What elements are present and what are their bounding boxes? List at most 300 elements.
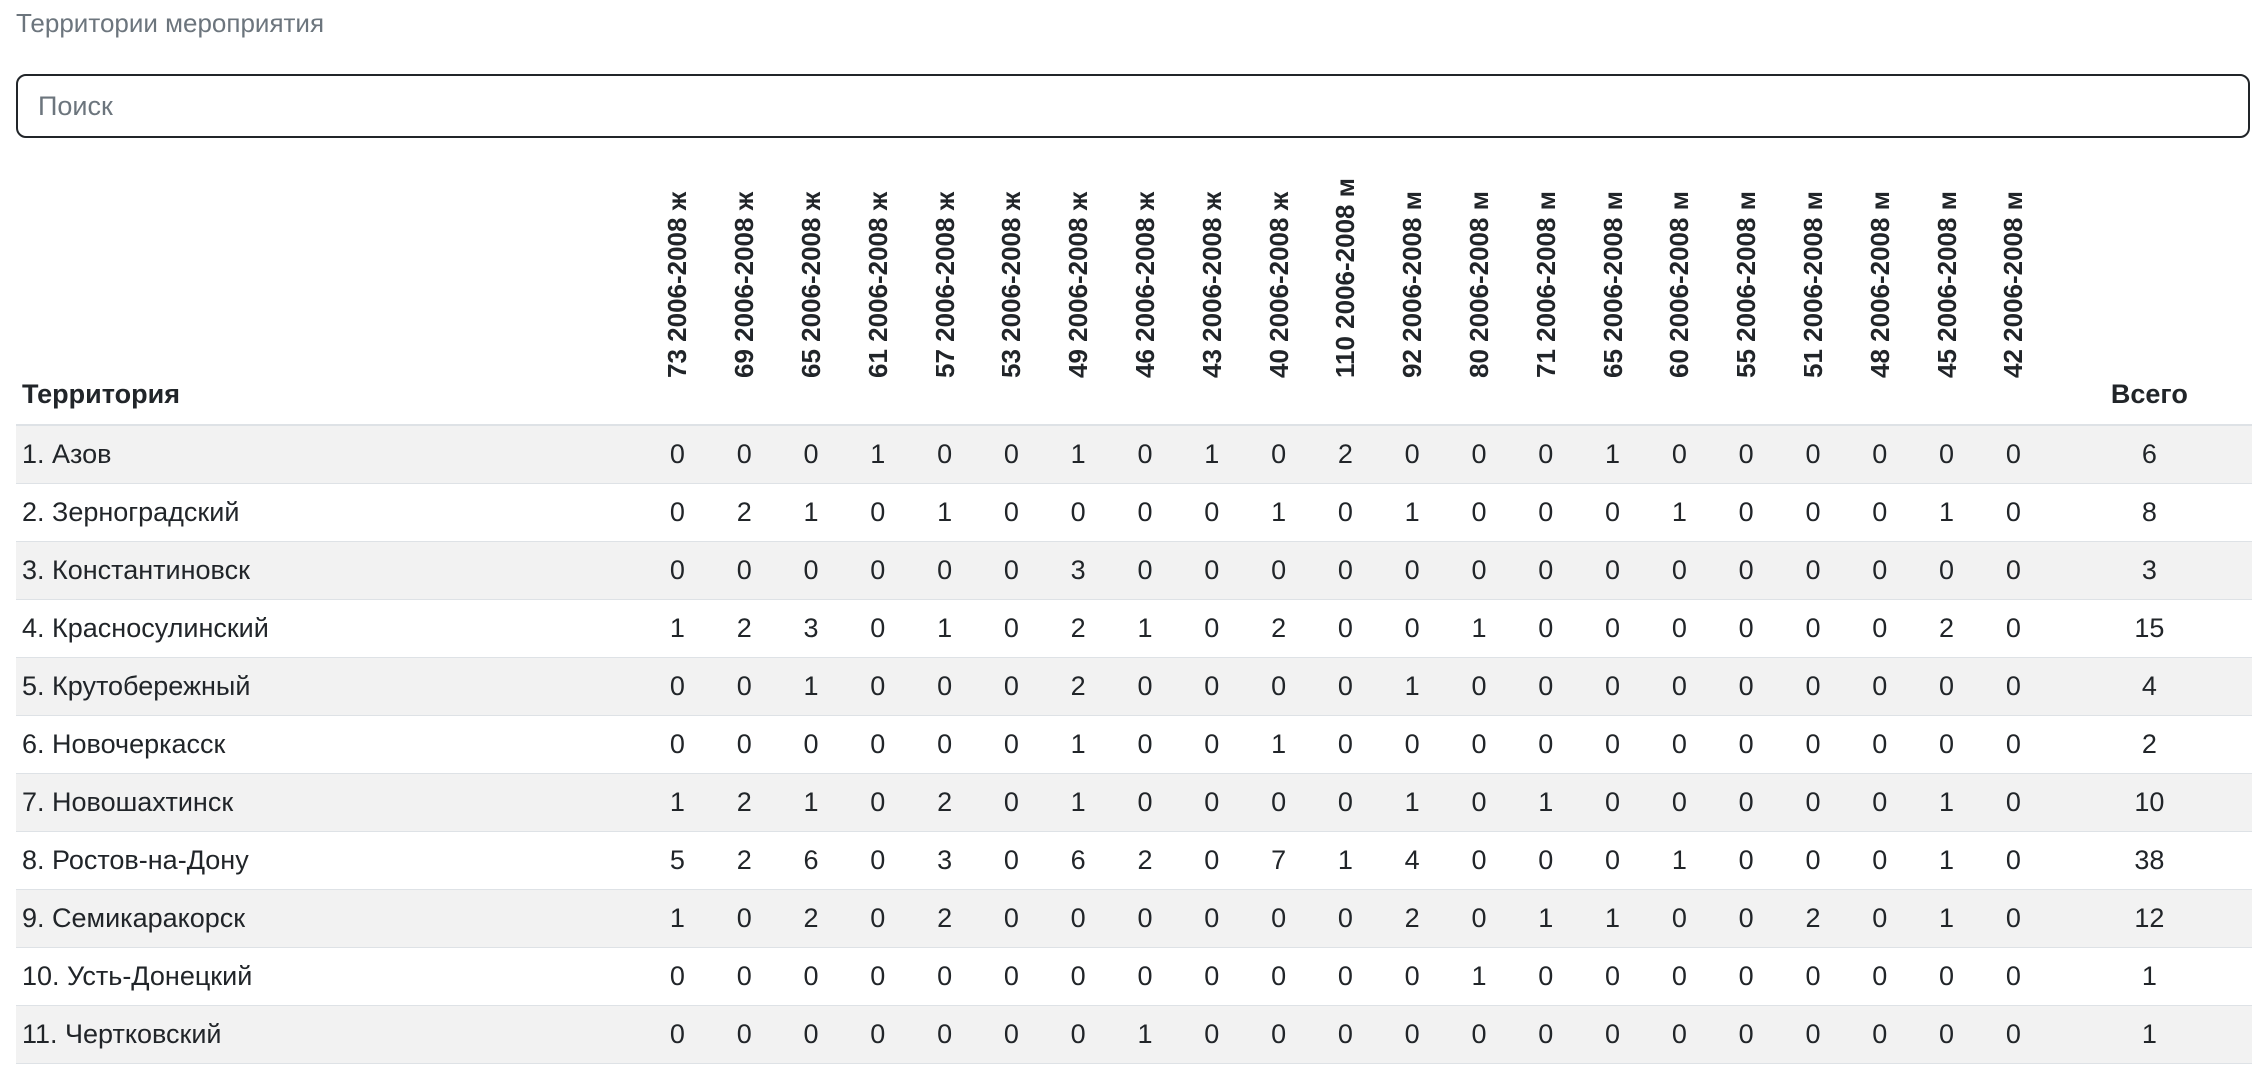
- count-cell: 0: [978, 599, 1045, 657]
- count-cell: 0: [778, 425, 845, 483]
- territory-name: 1. Азов: [16, 425, 644, 483]
- count-cell: 1: [1913, 831, 1980, 889]
- territory-name: 6. Новочеркасск: [16, 715, 644, 773]
- column-header[interactable]: [911, 148, 978, 425]
- count-cell: 0: [1178, 947, 1245, 1005]
- total-column-header[interactable]: Всего: [2047, 148, 2252, 425]
- column-header-label: 110 2006-2008 м: [1330, 178, 1361, 378]
- count-cell: 0: [1245, 657, 1312, 715]
- count-cell: 0: [1780, 831, 1847, 889]
- count-cell: 6: [778, 831, 845, 889]
- count-cell: 0: [1312, 1005, 1379, 1063]
- count-cell: 0: [1245, 889, 1312, 947]
- count-cell: 0: [1713, 425, 1780, 483]
- table-row: [16, 831, 2252, 889]
- count-cell: 0: [1646, 889, 1713, 947]
- count-cell: 0: [1846, 657, 1913, 715]
- count-cell: 0: [1312, 657, 1379, 715]
- count-cell: 0: [1913, 425, 1980, 483]
- count-cell: 0: [778, 541, 845, 599]
- count-cell: 0: [1178, 773, 1245, 831]
- total-cell: 1: [2047, 1005, 2252, 1063]
- column-header[interactable]: [1579, 148, 1646, 425]
- count-cell: 0: [644, 483, 711, 541]
- count-cell: 0: [1178, 715, 1245, 773]
- count-cell: 7: [1245, 831, 1312, 889]
- count-cell: 0: [1780, 657, 1847, 715]
- column-header[interactable]: [1980, 148, 2047, 425]
- count-cell: 1: [778, 483, 845, 541]
- count-cell: 0: [978, 1005, 1045, 1063]
- count-cell: 0: [1646, 657, 1713, 715]
- count-cell: 0: [1446, 541, 1513, 599]
- count-cell: 0: [644, 947, 711, 1005]
- column-header-label: 51 2006-2008 м: [1797, 191, 1828, 378]
- table-row: [16, 947, 2252, 1005]
- count-cell: 2: [1245, 599, 1312, 657]
- column-header-label: 61 2006-2008 ж: [862, 191, 893, 378]
- count-cell: 0: [1312, 889, 1379, 947]
- count-cell: 0: [1446, 831, 1513, 889]
- count-cell: 0: [711, 889, 778, 947]
- count-cell: 0: [1646, 599, 1713, 657]
- column-header[interactable]: [1112, 148, 1179, 425]
- count-cell: 0: [1245, 773, 1312, 831]
- count-cell: 0: [711, 715, 778, 773]
- column-header[interactable]: [778, 148, 845, 425]
- column-header[interactable]: [711, 148, 778, 425]
- count-cell: 2: [1112, 831, 1179, 889]
- count-cell: 1: [844, 425, 911, 483]
- count-cell: 1: [778, 657, 845, 715]
- count-cell: 1: [1913, 483, 1980, 541]
- count-cell: 0: [1980, 715, 2047, 773]
- column-header[interactable]: [1312, 148, 1379, 425]
- count-cell: 1: [1512, 773, 1579, 831]
- total-cell: 1: [2047, 947, 2252, 1005]
- column-header-label: 53 2006-2008 ж: [996, 191, 1027, 378]
- count-cell: 0: [1780, 1005, 1847, 1063]
- count-cell: 0: [1780, 599, 1847, 657]
- count-cell: 0: [1379, 541, 1446, 599]
- count-cell: 0: [1846, 947, 1913, 1005]
- count-cell: 0: [1512, 425, 1579, 483]
- count-cell: 0: [1579, 541, 1646, 599]
- count-cell: 0: [978, 541, 1045, 599]
- section-title: Территории мероприятия: [16, 8, 325, 38]
- count-cell: 0: [711, 657, 778, 715]
- territory-name: 11. Чертковский: [16, 1005, 644, 1063]
- count-cell: 0: [1446, 773, 1513, 831]
- count-cell: 0: [1112, 773, 1179, 831]
- count-cell: 1: [1379, 773, 1446, 831]
- column-header-label: 71 2006-2008 м: [1530, 191, 1561, 378]
- count-cell: 0: [1846, 773, 1913, 831]
- territory-name: 9. Семикаракорск: [16, 889, 644, 947]
- count-cell: 0: [1980, 831, 2047, 889]
- count-cell: 0: [711, 1005, 778, 1063]
- table-row: [16, 599, 2252, 657]
- count-cell: 0: [1980, 541, 2047, 599]
- count-cell: 0: [644, 425, 711, 483]
- count-cell: 1: [1446, 947, 1513, 1005]
- count-cell: 0: [978, 947, 1045, 1005]
- count-cell: 0: [1646, 1005, 1713, 1063]
- count-cell: 0: [1713, 889, 1780, 947]
- count-cell: 0: [844, 715, 911, 773]
- count-cell: 0: [1646, 715, 1713, 773]
- column-header[interactable]: [978, 148, 1045, 425]
- count-cell: 0: [844, 773, 911, 831]
- count-cell: 1: [644, 889, 711, 947]
- count-cell: 0: [1178, 599, 1245, 657]
- count-cell: 0: [1980, 599, 2047, 657]
- count-cell: 1: [1245, 715, 1312, 773]
- count-cell: 0: [1780, 715, 1847, 773]
- column-header[interactable]: [1512, 148, 1579, 425]
- count-cell: 0: [978, 889, 1045, 947]
- total-cell: 2: [2047, 715, 2252, 773]
- count-cell: 0: [1579, 483, 1646, 541]
- count-cell: 0: [1913, 1005, 1980, 1063]
- table-row: [16, 889, 2252, 947]
- count-cell: 1: [1913, 773, 1980, 831]
- count-cell: 0: [844, 947, 911, 1005]
- count-cell: 0: [778, 947, 845, 1005]
- count-cell: 0: [1112, 483, 1179, 541]
- count-cell: 0: [1713, 599, 1780, 657]
- count-cell: 0: [1045, 947, 1112, 1005]
- count-cell: 0: [644, 715, 711, 773]
- count-cell: 1: [1379, 483, 1446, 541]
- count-cell: 0: [1312, 773, 1379, 831]
- count-cell: 0: [978, 715, 1045, 773]
- count-cell: 0: [911, 947, 978, 1005]
- count-cell: 0: [911, 715, 978, 773]
- territory-name: 2. Зерноградский: [16, 483, 644, 541]
- territory-name: 5. Крутобережный: [16, 657, 644, 715]
- column-header[interactable]: [1913, 148, 1980, 425]
- count-cell: 0: [1112, 425, 1179, 483]
- count-cell: 0: [1980, 947, 2047, 1005]
- count-cell: 0: [1446, 657, 1513, 715]
- count-cell: 0: [711, 425, 778, 483]
- count-cell: 0: [1913, 947, 1980, 1005]
- territory-name: 10. Усть-Донецкий: [16, 947, 644, 1005]
- table-row: [16, 1005, 2252, 1063]
- count-cell: 0: [1512, 541, 1579, 599]
- count-cell: 0: [1646, 773, 1713, 831]
- count-cell: 0: [1446, 715, 1513, 773]
- territory-name: 4. Красносулинский: [16, 599, 644, 657]
- count-cell: 0: [1980, 425, 2047, 483]
- count-cell: 1: [1579, 889, 1646, 947]
- count-cell: 0: [1512, 715, 1579, 773]
- count-cell: 1: [911, 599, 978, 657]
- count-cell: 0: [1846, 715, 1913, 773]
- count-cell: 0: [1512, 483, 1579, 541]
- count-cell: 0: [844, 599, 911, 657]
- column-header-label: 42 2006-2008 м: [1998, 191, 2029, 378]
- count-cell: 0: [1512, 1005, 1579, 1063]
- column-header-label: 73 2006-2008 ж: [662, 191, 693, 378]
- count-cell: 0: [1579, 1005, 1646, 1063]
- count-cell: 0: [1512, 831, 1579, 889]
- count-cell: 0: [644, 1005, 711, 1063]
- count-cell: 0: [1312, 599, 1379, 657]
- column-header-label: 40 2006-2008 ж: [1263, 191, 1294, 378]
- count-cell: 0: [1112, 657, 1179, 715]
- count-cell: 0: [1245, 1005, 1312, 1063]
- total-cell: 38: [2047, 831, 2252, 889]
- count-cell: 0: [1045, 483, 1112, 541]
- count-cell: 0: [1178, 889, 1245, 947]
- count-cell: 1: [1312, 831, 1379, 889]
- count-cell: 0: [778, 1005, 845, 1063]
- count-cell: 0: [1980, 657, 2047, 715]
- count-cell: 0: [644, 657, 711, 715]
- count-cell: 0: [1579, 657, 1646, 715]
- count-cell: 3: [778, 599, 845, 657]
- count-cell: 1: [1112, 1005, 1179, 1063]
- count-cell: 0: [1846, 889, 1913, 947]
- count-cell: 0: [844, 1005, 911, 1063]
- count-cell: 1: [1045, 715, 1112, 773]
- count-cell: 0: [1245, 425, 1312, 483]
- count-cell: 0: [1646, 947, 1713, 1005]
- count-cell: 0: [1579, 715, 1646, 773]
- count-cell: 5: [644, 831, 711, 889]
- count-cell: 2: [1780, 889, 1847, 947]
- total-cell: 15: [2047, 599, 2252, 657]
- count-cell: 0: [778, 715, 845, 773]
- count-cell: 0: [1713, 947, 1780, 1005]
- count-cell: 2: [1379, 889, 1446, 947]
- column-header-label: 65 2006-2008 м: [1597, 191, 1628, 378]
- count-cell: 1: [1045, 773, 1112, 831]
- territory-name: 8. Ростов-на-Дону: [16, 831, 644, 889]
- table-body: [16, 425, 2252, 1063]
- count-cell: 0: [844, 831, 911, 889]
- count-cell: 0: [1846, 1005, 1913, 1063]
- table-row: [16, 541, 2252, 599]
- table-row: [16, 483, 2252, 541]
- total-cell: 10: [2047, 773, 2252, 831]
- count-cell: 0: [1846, 599, 1913, 657]
- table-row: [16, 715, 2252, 773]
- count-cell: 0: [1713, 483, 1780, 541]
- count-cell: 0: [1780, 483, 1847, 541]
- count-cell: 0: [1178, 541, 1245, 599]
- count-cell: 0: [1780, 425, 1847, 483]
- count-cell: 1: [911, 483, 978, 541]
- count-cell: 0: [844, 483, 911, 541]
- count-cell: 1: [1579, 425, 1646, 483]
- count-cell: 0: [1913, 657, 1980, 715]
- count-cell: 0: [1512, 657, 1579, 715]
- count-cell: 0: [1045, 889, 1112, 947]
- count-cell: 0: [1846, 541, 1913, 599]
- count-cell: 0: [1379, 1005, 1446, 1063]
- count-cell: 0: [1379, 715, 1446, 773]
- count-cell: 0: [1245, 947, 1312, 1005]
- total-cell: 6: [2047, 425, 2252, 483]
- count-cell: 0: [1379, 947, 1446, 1005]
- count-cell: 0: [1312, 483, 1379, 541]
- count-cell: 0: [844, 541, 911, 599]
- count-cell: 3: [911, 831, 978, 889]
- column-header-label: 92 2006-2008 м: [1397, 191, 1428, 378]
- table-row: [16, 657, 2252, 715]
- table-row: [16, 425, 2252, 483]
- count-cell: 1: [1446, 599, 1513, 657]
- count-cell: 0: [1713, 1005, 1780, 1063]
- territory-name: 3. Константиновск: [16, 541, 644, 599]
- count-cell: 0: [1112, 715, 1179, 773]
- results-table: [16, 148, 2252, 1064]
- count-cell: 0: [711, 947, 778, 1005]
- column-header-label: 57 2006-2008 ж: [929, 191, 960, 378]
- column-header-label: 49 2006-2008 ж: [1063, 191, 1094, 378]
- count-cell: 0: [1579, 831, 1646, 889]
- count-cell: 1: [1512, 889, 1579, 947]
- column-header[interactable]: [644, 148, 711, 425]
- count-cell: 2: [911, 773, 978, 831]
- column-header[interactable]: [1245, 148, 1312, 425]
- count-cell: 2: [911, 889, 978, 947]
- count-cell: 0: [1713, 541, 1780, 599]
- total-cell: 8: [2047, 483, 2252, 541]
- count-cell: 0: [911, 657, 978, 715]
- count-cell: 0: [1446, 889, 1513, 947]
- count-cell: 0: [1713, 715, 1780, 773]
- column-header-label: 80 2006-2008 м: [1463, 191, 1494, 378]
- count-cell: 0: [1512, 599, 1579, 657]
- search-input[interactable]: [16, 74, 2250, 138]
- column-header[interactable]: [1846, 148, 1913, 425]
- count-cell: 0: [711, 541, 778, 599]
- count-cell: 1: [1646, 483, 1713, 541]
- count-cell: 0: [1980, 483, 2047, 541]
- count-cell: 0: [1178, 1005, 1245, 1063]
- count-cell: 2: [1913, 599, 1980, 657]
- count-cell: 0: [1713, 773, 1780, 831]
- count-cell: 1: [1178, 425, 1245, 483]
- count-cell: 1: [1646, 831, 1713, 889]
- column-header[interactable]: [1780, 148, 1847, 425]
- total-cell: 12: [2047, 889, 2252, 947]
- count-cell: 0: [1045, 1005, 1112, 1063]
- count-cell: 0: [1713, 831, 1780, 889]
- count-cell: 0: [978, 483, 1045, 541]
- count-cell: 0: [1846, 425, 1913, 483]
- count-cell: 0: [978, 657, 1045, 715]
- column-header-label: 65 2006-2008 ж: [796, 191, 826, 378]
- territory-column-header[interactable]: Территория: [16, 148, 644, 425]
- count-cell: 0: [1178, 831, 1245, 889]
- count-cell: 0: [1780, 947, 1847, 1005]
- count-cell: 2: [711, 831, 778, 889]
- count-cell: 0: [1646, 541, 1713, 599]
- territory-name: 7. Новошахтинск: [16, 773, 644, 831]
- count-cell: 0: [1446, 483, 1513, 541]
- count-cell: 1: [1112, 599, 1179, 657]
- column-header[interactable]: [1178, 148, 1245, 425]
- table-header-row: [16, 148, 2252, 425]
- count-cell: 0: [1913, 541, 1980, 599]
- count-cell: 1: [1379, 657, 1446, 715]
- count-cell: 0: [1446, 425, 1513, 483]
- count-cell: 0: [1579, 599, 1646, 657]
- column-header[interactable]: [844, 148, 911, 425]
- count-cell: 1: [644, 773, 711, 831]
- count-cell: 4: [1379, 831, 1446, 889]
- count-cell: 1: [778, 773, 845, 831]
- count-cell: 1: [644, 599, 711, 657]
- count-cell: 0: [1178, 483, 1245, 541]
- count-cell: 0: [1112, 889, 1179, 947]
- count-cell: 3: [1045, 541, 1112, 599]
- count-cell: 0: [1913, 715, 1980, 773]
- count-cell: 0: [1112, 541, 1179, 599]
- count-cell: 0: [1446, 1005, 1513, 1063]
- count-cell: 0: [1579, 773, 1646, 831]
- count-cell: 0: [1312, 715, 1379, 773]
- count-cell: 0: [844, 889, 911, 947]
- count-cell: 0: [1379, 599, 1446, 657]
- count-cell: 1: [1245, 483, 1312, 541]
- column-header-label: 43 2006-2008 ж: [1196, 191, 1227, 378]
- column-header-label: 55 2006-2008 м: [1731, 191, 1762, 378]
- column-header-label: 60 2006-2008 м: [1664, 191, 1695, 378]
- count-cell: 0: [1112, 947, 1179, 1005]
- count-cell: 0: [1178, 657, 1245, 715]
- count-cell: 6: [1045, 831, 1112, 889]
- count-cell: 0: [1646, 425, 1713, 483]
- count-cell: 0: [1980, 1005, 2047, 1063]
- table-row: [16, 773, 2252, 831]
- count-cell: 0: [1312, 541, 1379, 599]
- column-header[interactable]: [1446, 148, 1513, 425]
- column-header-label: 46 2006-2008 ж: [1129, 191, 1160, 378]
- count-cell: 2: [1045, 599, 1112, 657]
- total-cell: 3: [2047, 541, 2252, 599]
- count-cell: 0: [1512, 947, 1579, 1005]
- count-cell: 0: [1379, 425, 1446, 483]
- count-cell: 2: [711, 773, 778, 831]
- column-header[interactable]: [1379, 148, 1446, 425]
- count-cell: 0: [1980, 773, 2047, 831]
- count-cell: 0: [1780, 541, 1847, 599]
- count-cell: 2: [1312, 425, 1379, 483]
- count-cell: 0: [911, 541, 978, 599]
- count-cell: 0: [911, 1005, 978, 1063]
- count-cell: 0: [1846, 483, 1913, 541]
- column-header[interactable]: [1045, 148, 1112, 425]
- count-cell: 0: [1846, 831, 1913, 889]
- total-cell: 4: [2047, 657, 2252, 715]
- count-cell: 2: [711, 483, 778, 541]
- column-header[interactable]: [1713, 148, 1780, 425]
- column-header[interactable]: [1646, 148, 1713, 425]
- column-header-label: 45 2006-2008 м: [1931, 191, 1962, 378]
- column-header-label: 69 2006-2008 ж: [729, 191, 760, 378]
- count-cell: 2: [778, 889, 845, 947]
- count-cell: 0: [1579, 947, 1646, 1005]
- count-cell: 1: [1045, 425, 1112, 483]
- count-cell: 2: [711, 599, 778, 657]
- count-cell: 2: [1045, 657, 1112, 715]
